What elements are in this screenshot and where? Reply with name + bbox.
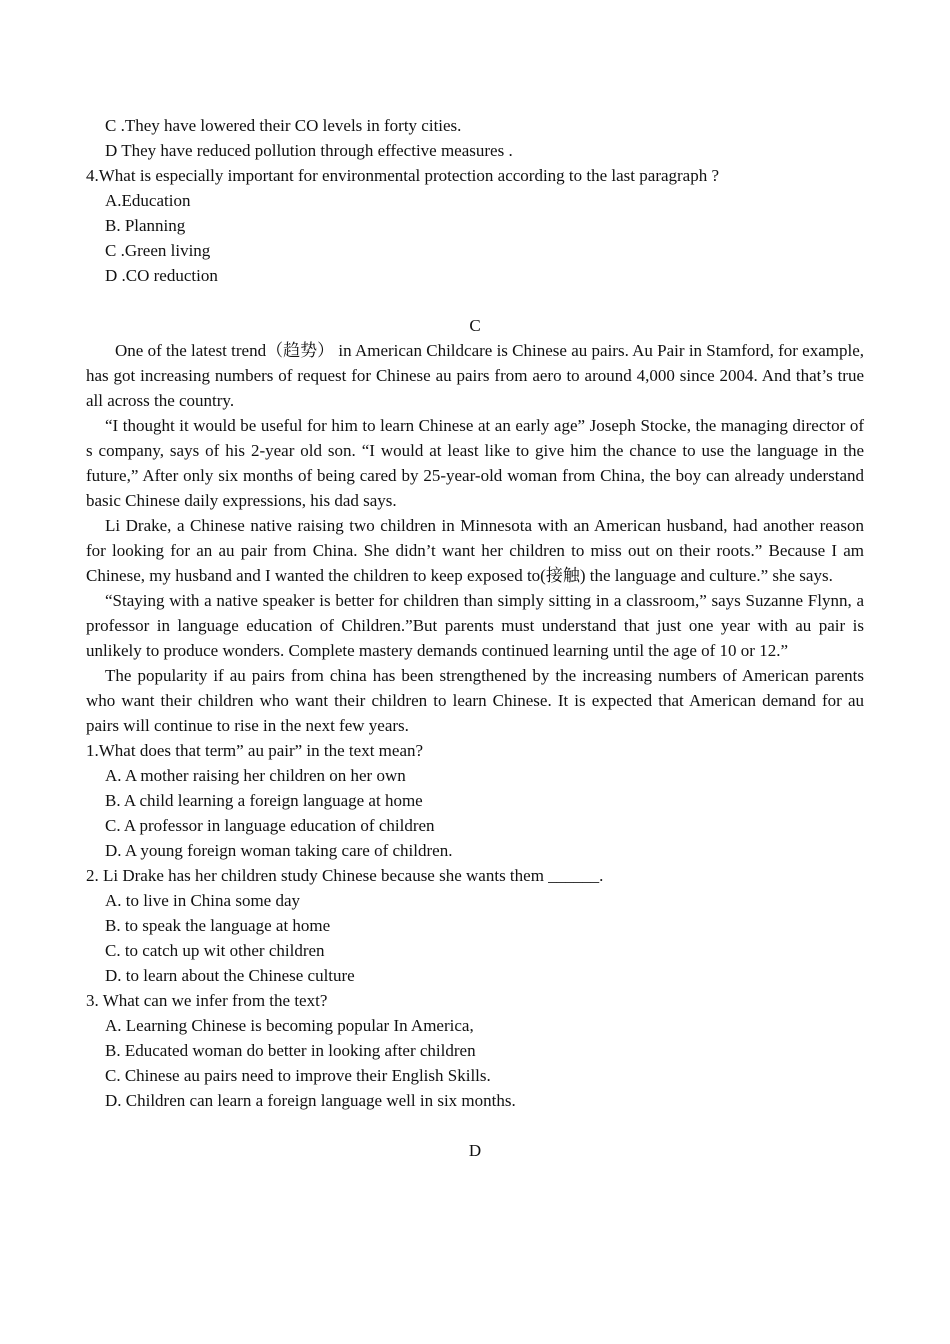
section-c-paragraph-4: “Staying with a native speaker is better for children than simply sitting in a classroom,” says Suzanne Flynn, a professor in language education of Children.”But parents must understand that just one year with au pair is unlikely to produce wonders. Complete mastery demands continued learning until the age of 10 or 12.” bbox=[86, 591, 864, 660]
c-q1-option-a: A. A mother raising her children on her own bbox=[105, 766, 406, 785]
c-q2-question: 2. Li Drake has her children study Chinese because she wants them ______. bbox=[86, 866, 604, 885]
prev-q3-option-c: C .They have lowered their CO levels in forty cities. bbox=[105, 116, 462, 135]
document-page bbox=[86, 113, 864, 1163]
section-c-paragraph-5: The popularity if au pairs from china has been strengthened by the increasing numbers of American parents who want their children who want their children to learn Chinese. It is expected that American demand for au pairs will continue to rise in the next few years. bbox=[86, 666, 864, 735]
prev-q4-option-b: B. Planning bbox=[105, 216, 186, 235]
section-c-paragraph-1: One of the latest trend（趋势） in American Childcare is Chinese au pairs. Au Pair in Stamford, for example, has got increasing numbers of request for Chinese au pairs from aero to around 4,000 since 2004. And that’s true all across the country. bbox=[86, 341, 864, 410]
prev-q3-option-d: D They have reduced pollution through effective measures . bbox=[105, 141, 513, 160]
c-q2-option-b: B. to speak the language at home bbox=[105, 916, 331, 935]
c-q2-option-d: D. to learn about the Chinese culture bbox=[105, 966, 355, 985]
prev-q4-option-c: C .Green living bbox=[105, 241, 211, 260]
c-q3-option-a: A. Learning Chinese is becoming popular In America, bbox=[105, 1016, 474, 1035]
c-q3-option-b: B. Educated woman do better in looking after children bbox=[105, 1041, 476, 1060]
c-q3-question: 3. What can we infer from the text? bbox=[86, 991, 328, 1010]
section-c-paragraph-2: “I thought it would be useful for him to learn Chinese at an early age” Joseph Stocke, the managing director of s company, says of his 2-year old son. “I would at least like to give him the chance to use the language in the future,” After only six months of being cared by 25-year-old woman from China, the boy can already understand basic Chinese daily expressions, his dad says. bbox=[86, 416, 864, 510]
section-d-heading: D bbox=[468, 1141, 482, 1160]
spacer bbox=[86, 288, 864, 313]
c-q2-option-a: A. to live in China some day bbox=[105, 891, 301, 910]
c-q1-option-c: C. A professor in language education of children bbox=[105, 816, 435, 835]
c-q1-option-b: B. A child learning a foreign language at home bbox=[105, 791, 423, 810]
c-q2-option-c: C. to catch up wit other children bbox=[105, 941, 325, 960]
section-c-heading: C bbox=[469, 316, 481, 335]
section-c-paragraph-3: Li Drake, a Chinese native raising two children in Minnesota with an American husband, had another reason for looking for an au pair from China. She didn’t want her children to miss out on their roots.” Because I am Chinese, my husband and I wanted the children to keep exposed to(接触) the language and culture.” she says. bbox=[86, 516, 864, 585]
prev-q4-option-a: A.Education bbox=[105, 191, 191, 210]
prev-q4-question: 4.What is especially important for environmental protection according to the last paragraph ? bbox=[86, 166, 720, 185]
c-q1-question: 1.What does that term” au pair” in the text mean? bbox=[86, 741, 424, 760]
spacer bbox=[86, 1113, 864, 1138]
c-q3-option-c: C. Chinese au pairs need to improve their English Skills. bbox=[105, 1066, 491, 1085]
prev-q4-option-d: D .CO reduction bbox=[105, 266, 218, 285]
c-q1-option-d: D. A young foreign woman taking care of children. bbox=[105, 841, 453, 860]
c-q3-option-d: D. Children can learn a foreign language well in six months. bbox=[105, 1091, 516, 1110]
